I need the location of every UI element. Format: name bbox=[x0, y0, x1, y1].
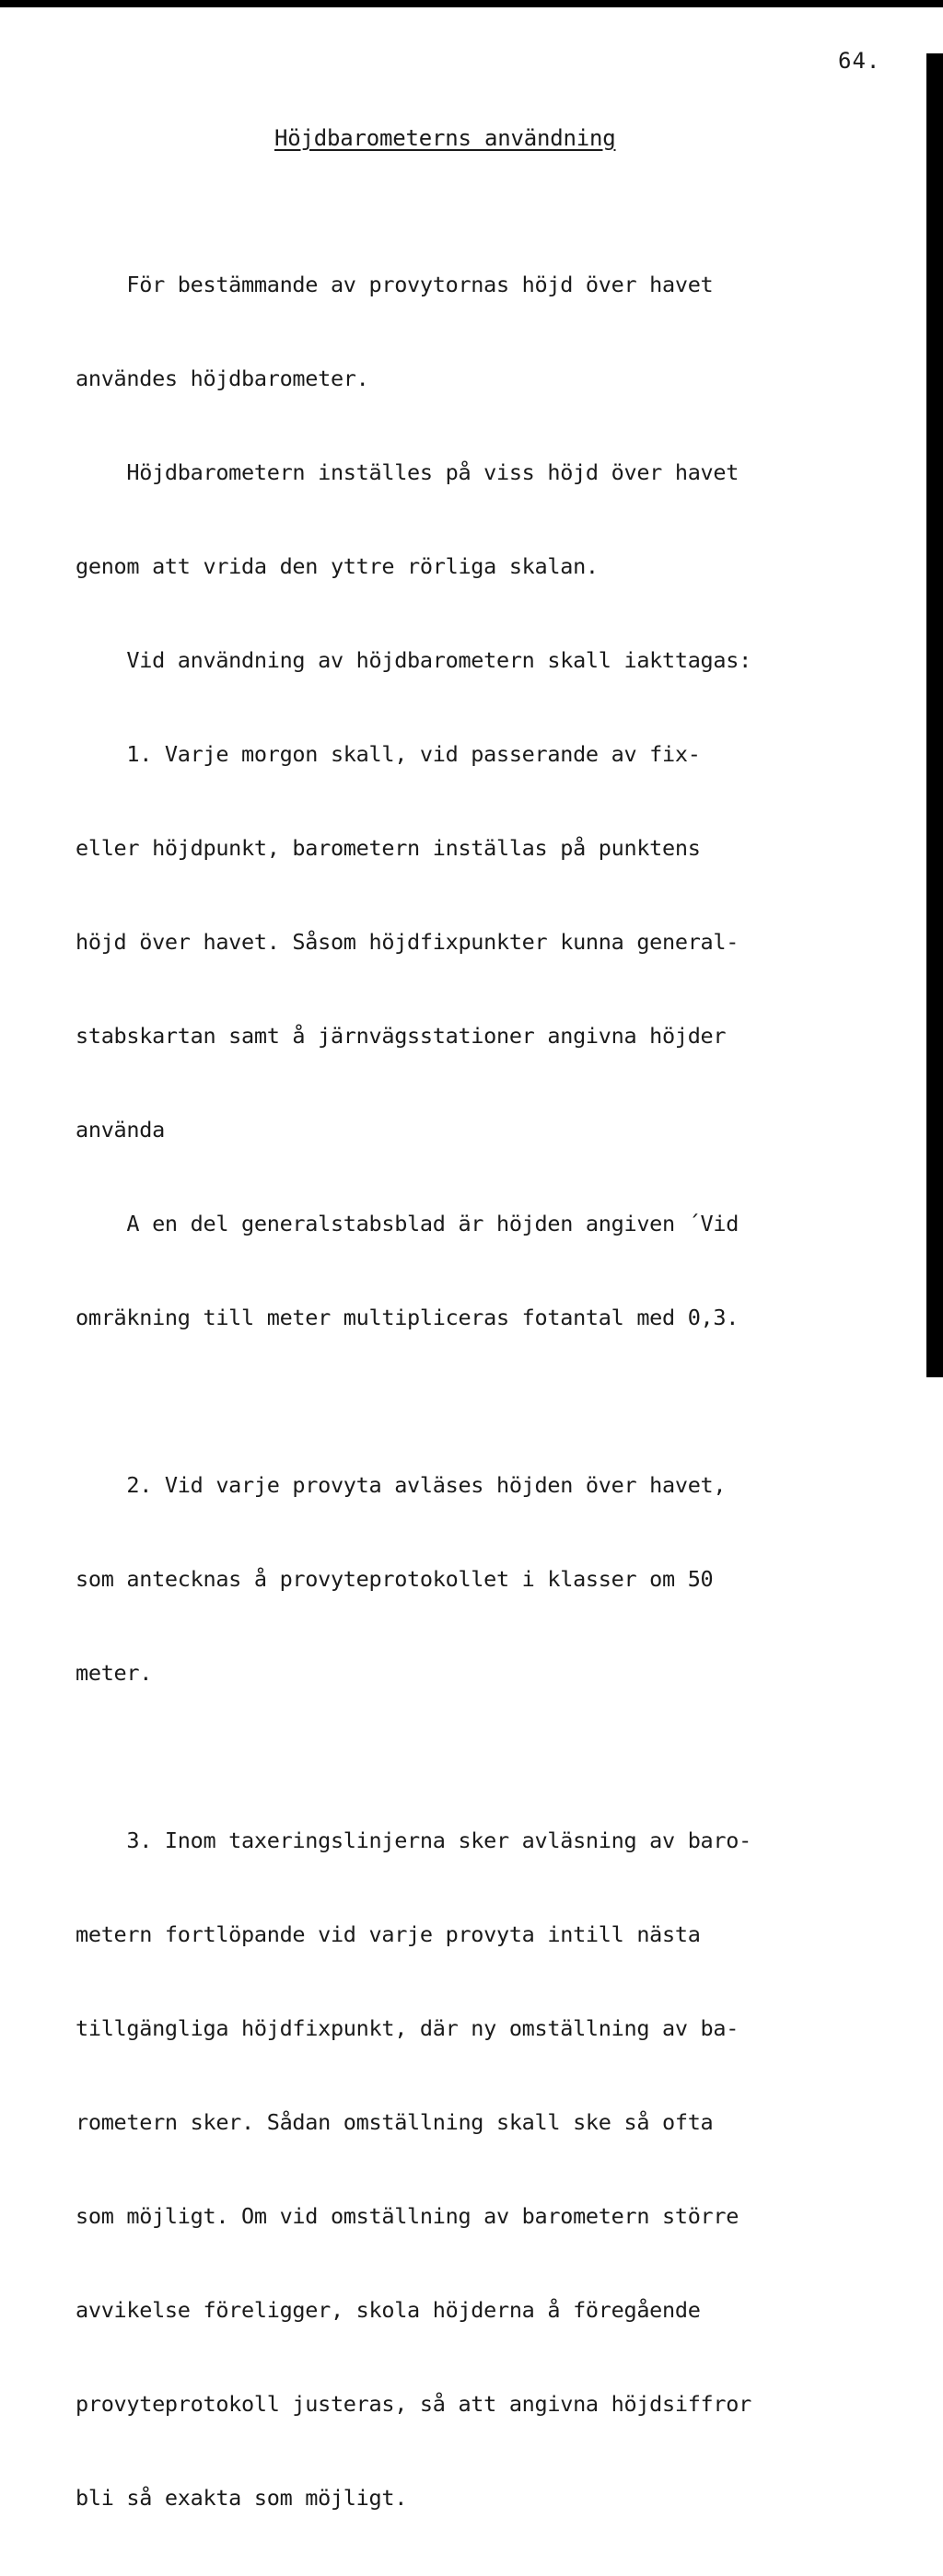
scan-top-border bbox=[0, 0, 943, 7]
text-line: meter. bbox=[76, 1660, 153, 1686]
page-heading: Höjdbarometerns användning bbox=[274, 125, 616, 151]
text-line: Höjdbarometern inställes på viss höjd över havet bbox=[76, 459, 739, 485]
text-line: som möjligt. Om vid omställning av barometern större bbox=[76, 2203, 739, 2229]
text-line: stabskartan samt å järnvägsstationer angivna höjder bbox=[76, 1023, 727, 1049]
text-line: använda bbox=[76, 1117, 165, 1143]
text-line: A en del generalstabsblad är höjden angiven ´Vid bbox=[76, 1211, 739, 1236]
text-line: bli så exakta som möjligt. bbox=[76, 2485, 408, 2511]
text-line: höjd över havet. Såsom höjdfixpunkter kunna general- bbox=[76, 929, 739, 955]
text-line: 1. Varje morgon skall, vid passerande av fix- bbox=[76, 741, 701, 767]
text-line: För bestämmande av provytornas höjd över havet bbox=[76, 272, 714, 297]
text-line: som antecknas å provyteprotokollet i klasser om 50 bbox=[76, 1566, 714, 1592]
text-line: metern fortlöpande vid varje provyta intill nästa bbox=[76, 1921, 701, 1947]
text-line: tillgängliga höjdfixpunkt, där ny omställning av ba- bbox=[76, 2015, 739, 2041]
text-line: 2. Vid varje provyta avläses höjden över havet, bbox=[76, 1472, 727, 1498]
paragraph-gap bbox=[76, 1751, 904, 1762]
body-text bbox=[76, 206, 904, 2576]
text-line: avvikelse föreligger, skola höjderna å föregående bbox=[76, 2297, 701, 2323]
scan-right-border bbox=[926, 53, 943, 1377]
paragraph-gap bbox=[76, 1396, 904, 1407]
text-line: omräkning till meter multipliceras fotantal med 0,3. bbox=[76, 1305, 739, 1330]
page-number: 64. bbox=[838, 48, 881, 74]
text-line: provyteprotokoll justeras, så att angivna höjdsiffror bbox=[76, 2391, 751, 2417]
text-line: eller höjdpunkt, barometern inställas på punktens bbox=[76, 835, 701, 861]
text-line: 3. Inom taxeringslinjerna sker avläsning av baro- bbox=[76, 1828, 751, 1853]
text-line: Vid användning av höjdbarometern skall iakttagas: bbox=[76, 647, 751, 673]
text-line: användes höjdbarometer. bbox=[76, 366, 369, 391]
text-line: rometern sker. Sådan omställning skall ske så ofta bbox=[76, 2109, 714, 2135]
text-line: genom att vrida den yttre rörliga skalan. bbox=[76, 553, 599, 579]
